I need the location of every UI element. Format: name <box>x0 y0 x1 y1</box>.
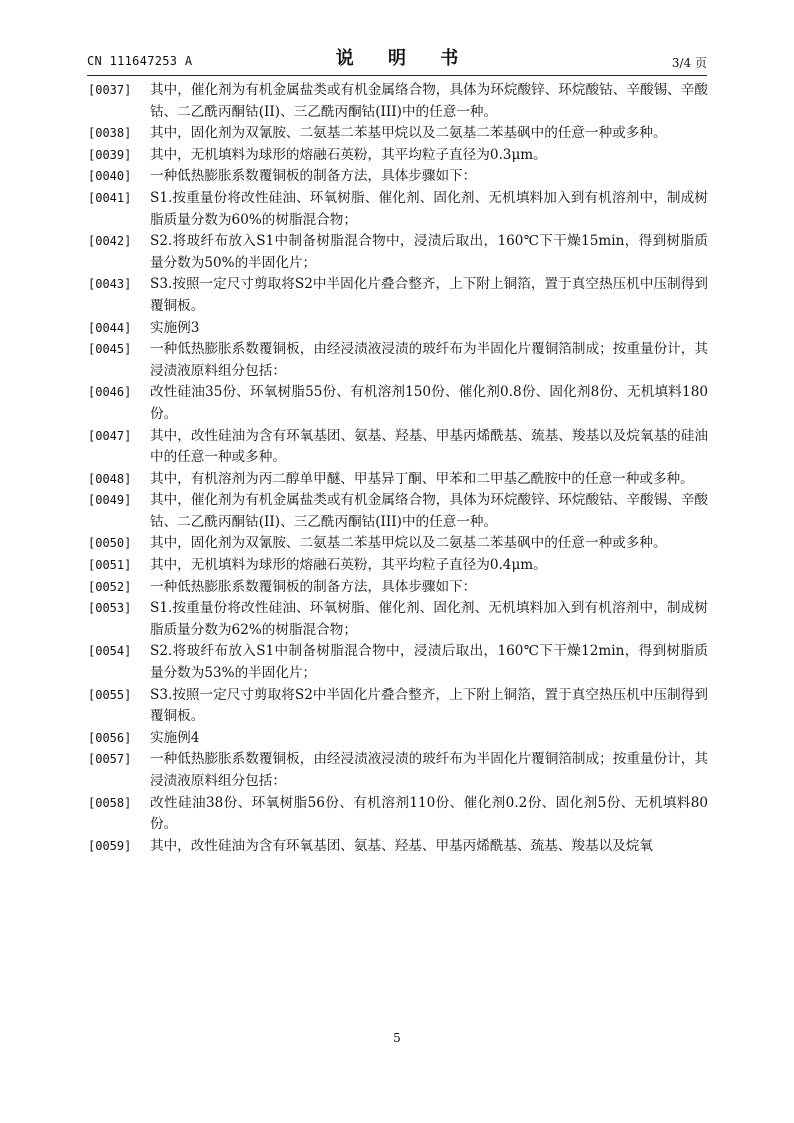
paragraph-number: [0053] <box>88 601 132 616</box>
section-heading: 实施例3 <box>150 319 200 336</box>
paragraph-number: [0050] <box>88 536 132 551</box>
paragraph-0059 <box>88 836 708 858</box>
document-body <box>88 80 708 857</box>
paragraph-0039 <box>88 145 708 167</box>
paragraph-text: 一种低热膨胀系数覆铜板的制备方法，具体步骤如下： <box>150 578 477 595</box>
paragraph-0040 <box>88 166 708 188</box>
paragraph-0045 <box>88 339 708 382</box>
section-heading: 实施例4 <box>150 729 200 746</box>
document-number: CN 111647253 A <box>87 54 193 68</box>
paragraph-text: S3.按照一定尺寸剪取将S2中半固化片叠合整齐，上下附上铜箔，置于真空热压机中压制得到覆铜板。 <box>150 276 708 314</box>
paragraph-text: 其中，无机填料为球形的熔融石英粉，其平均粒子直径为0.4μm。 <box>150 557 547 574</box>
paragraph-text: 一种低热膨胀系数覆铜板，由经浸渍液浸渍的玻纤布为半固化片覆铜箔制成；按重量份计，其浸渍液原料组分包括： <box>150 751 708 789</box>
paragraph-0049 <box>88 490 708 533</box>
paragraph-number: [0041] <box>88 190 132 205</box>
paragraph-0053 <box>88 598 708 641</box>
paragraph-number: [0043] <box>88 277 132 292</box>
paragraph-text: 其中，固化剂为双氰胺、二氨基二苯基甲烷以及二氨基二苯基砜中的任意一种或多种。 <box>150 535 667 552</box>
paragraph-text: 一种低热膨胀系数覆铜板的制备方法，具体步骤如下： <box>150 168 477 185</box>
paragraph-0048 <box>88 469 708 491</box>
paragraph-number: [0052] <box>88 579 132 594</box>
paragraph-0056 <box>88 728 708 750</box>
paragraph-0046 <box>88 382 708 425</box>
paragraph-number: [0058] <box>88 795 132 810</box>
paragraph-number: [0040] <box>88 169 132 184</box>
paragraph-text: 改性硅油38份、环氧树脂56份、有机溶剂110份、催化剂0.2份、固化剂5份、无机填料80份。 <box>150 794 708 833</box>
paragraph-number: [0049] <box>88 493 132 508</box>
paragraph-text: 其中，改性硅油为含有环氧基团、氨基、羟基、甲基丙烯酰基、巯基、羧基以及烷氧基的硅油中的任意一种或多种。 <box>150 427 708 466</box>
paragraph-number: [0046] <box>88 385 132 400</box>
paragraph-number: [0038] <box>88 126 132 141</box>
paragraph-0037 <box>88 80 708 123</box>
paragraph-0044 <box>88 318 708 340</box>
paragraph-text: 其中，改性硅油为含有环氧基团、氨基、羟基、甲基丙烯酰基、巯基、羧基以及烷氧 <box>150 837 653 854</box>
paragraph-0038 <box>88 123 708 145</box>
paragraph-text: S2.将玻纤布放入S1中制备树脂混合物中，浸渍后取出，160℃下干燥15min，得到树脂质量分数为50%的半固化片； <box>150 233 708 271</box>
paragraph-0043 <box>88 274 708 317</box>
paragraph-number: [0039] <box>88 147 132 162</box>
paragraph-number: [0051] <box>88 558 132 573</box>
page-count: 3/4 页 <box>671 56 707 70</box>
paragraph-0058 <box>88 793 708 836</box>
paragraph-number: [0047] <box>88 428 132 443</box>
paragraph-0047 <box>88 426 708 469</box>
header-divider <box>87 75 707 76</box>
paragraph-number: [0056] <box>88 730 132 745</box>
paragraph-number: [0048] <box>88 471 132 486</box>
paragraph-text: S3.按照一定尺寸剪取将S2中半固化片叠合整齐，上下附上铜箔，置于真空热压机中压制得到覆铜板。 <box>150 686 708 725</box>
paragraph-number: [0037] <box>88 83 132 97</box>
page-number: 5 <box>393 1031 401 1045</box>
paragraph-0055 <box>88 685 708 728</box>
paragraph-text: 其中，催化剂为有机金属盐类或有机金属络合物，具体为环烷酸锌、环烷酸钴、辛酸锡、辛酸钴、二乙酰丙酮钴(II)、三乙酰丙酮钴(III)中的任意一种。 <box>150 82 708 120</box>
paragraph-text: S2.将玻纤布放入S1中制备树脂混合物中，浸渍后取出，160℃下干燥12min，得到树脂质量分数为53%的半固化片； <box>150 643 708 682</box>
paragraph-0051 <box>88 555 708 577</box>
paragraph-text: 其中，固化剂为双氰胺、二氨基二苯基甲烷以及二氨基二苯基砜中的任意一种或多种。 <box>150 125 667 142</box>
page-title: 说 明 书 <box>335 48 473 69</box>
paragraph-0057 <box>88 749 708 792</box>
paragraph-number: [0059] <box>88 838 132 853</box>
paragraph-0042 <box>88 231 708 274</box>
page-header <box>87 44 707 74</box>
paragraph-number: [0055] <box>88 687 132 702</box>
paragraph-number: [0044] <box>88 320 132 335</box>
paragraph-number: [0054] <box>88 644 132 659</box>
paragraph-0054 <box>88 641 708 684</box>
paragraph-number: [0057] <box>88 752 132 767</box>
paragraph-number: [0045] <box>88 342 132 357</box>
paragraph-text: 其中，有机溶剂为丙二醇单甲醚、甲基异丁酮、甲苯和二甲基乙酰胺中的任意一种或多种。 <box>150 470 694 487</box>
paragraph-text: 改性硅油35份、环氧树脂55份、有机溶剂150份、催化剂0.8份、固化剂8份、无机填料180份。 <box>150 384 708 422</box>
paragraph-text: S1.按重量份将改性硅油、环氧树脂、催化剂、固化剂、无机填料加入到有机溶剂中，制成树脂质量分数为62%的树脂混合物； <box>150 600 708 638</box>
paragraph-number: [0042] <box>88 234 132 249</box>
paragraph-0041 <box>88 188 708 231</box>
paragraph-text: 一种低热膨胀系数覆铜板，由经浸渍液浸渍的玻纤布为半固化片覆铜箔制成；按重量份计，其浸渍液原料组分包括： <box>150 341 708 379</box>
paragraph-0050 <box>88 533 708 555</box>
paragraph-text: S1.按重量份将改性硅油、环氧树脂、催化剂、固化剂、无机填料加入到有机溶剂中，制成树脂质量分数为60%的树脂混合物； <box>150 189 708 228</box>
paragraph-text: 其中，催化剂为有机金属盐类或有机金属络合物，具体为环烷酸锌、环烷酸钴、辛酸锡、辛酸钴、二乙酰丙酮钴(II)、三乙酰丙酮钴(III)中的任意一种。 <box>150 492 708 530</box>
paragraph-0052 <box>88 577 708 599</box>
paragraph-text: 其中，无机填料为球形的熔融石英粉，其平均粒子直径为0.3μm。 <box>150 146 547 163</box>
